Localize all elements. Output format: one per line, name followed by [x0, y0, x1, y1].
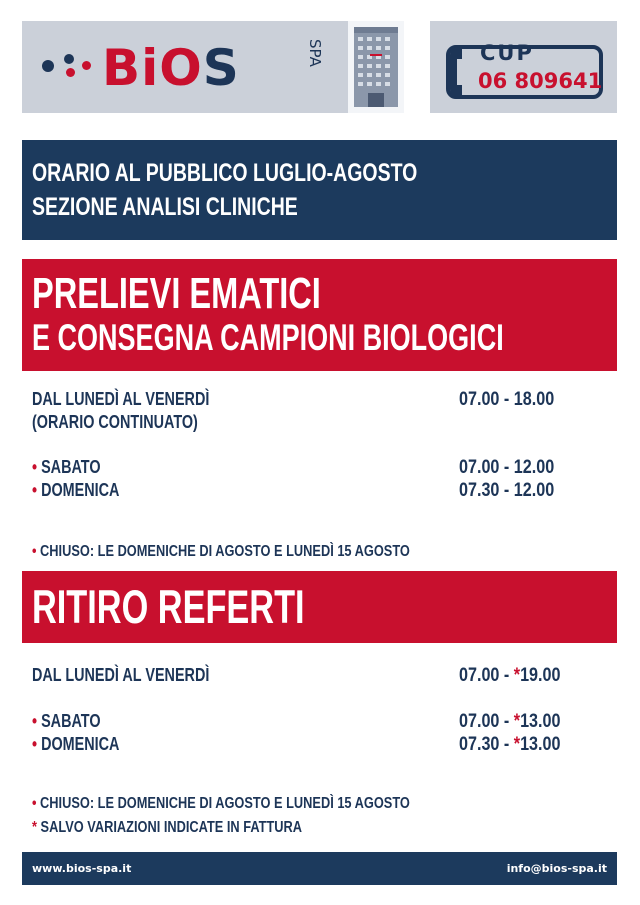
referti-sunday-row: • DOMENICA: [32, 734, 120, 754]
prelievi-sunday-row: • DOMENICA: [32, 480, 120, 500]
section-prelievi-heading-1: PRELIEVI EMATICI: [32, 269, 321, 318]
footer-email-link[interactable]: info@bios-spa.it: [506, 862, 607, 875]
cup-label: CUP: [480, 41, 534, 65]
referti-saturday-time: 07.00 - *13.00: [459, 711, 561, 732]
section-referti-heading: RITIRO REFERTI: [32, 580, 305, 633]
prelievi-weekday-note: (ORARIO CONTINUATO): [32, 412, 198, 432]
asterisk-icon: *: [32, 819, 37, 836]
asterisk-icon: *: [513, 734, 521, 755]
bios-logo: [22, 21, 348, 113]
prelievi-closed-note: • CHIUSO: LE DOMENICHE DI AGOSTO E LUNEDÌ 15 AGOSTO: [32, 543, 410, 560]
bullet-icon: •: [32, 795, 37, 812]
bullet-icon: •: [32, 711, 38, 731]
referti-weekday-label: DAL LUNEDÌ AL VENERDÌ: [32, 665, 210, 685]
logo-dots: [42, 51, 102, 81]
section-prelievi-banner: [22, 259, 617, 371]
logo-wordmark: BiOS: [102, 39, 240, 97]
referti-sunday-time: 07.30 - *13.00: [459, 734, 561, 755]
title-banner: [22, 140, 617, 240]
prelievi-saturday-row: • SABATO: [32, 457, 101, 477]
section-referti-banner: [22, 571, 617, 643]
title-line-1: ORARIO AL PUBBLICO LUGLIO-AGOSTO: [32, 159, 418, 187]
prelievi-saturday-time: 07.00 - 12.00: [459, 457, 555, 478]
referti-saturday-row: • SABATO: [32, 711, 101, 731]
prelievi-sunday-time: 07.30 - 12.00: [459, 480, 555, 501]
asterisk-icon: *: [513, 711, 521, 732]
referti-closed-note: • CHIUSO: LE DOMENICHE DI AGOSTO E LUNEDÌ 15 AGOSTO: [32, 795, 410, 812]
bullet-icon: •: [32, 734, 38, 754]
cup-phone-number: 06 809641: [478, 69, 603, 93]
building-icon: [348, 21, 404, 113]
asterisk-icon: *: [513, 665, 521, 686]
footer-website-link[interactable]: www.bios-spa.it: [32, 862, 132, 875]
section-prelievi-heading-2: E CONSEGNA CAMPIONI BIOLOGICI: [32, 317, 504, 358]
title-line-2: SEZIONE ANALISI CLINICHE: [32, 193, 298, 221]
referti-weekday-time: 07.00 - *19.00: [459, 665, 561, 686]
prelievi-weekday-time: 07.00 - 18.00: [459, 389, 555, 410]
cup-phone-box: [430, 21, 617, 113]
bullet-icon: •: [32, 543, 37, 560]
footer: [22, 852, 617, 885]
referti-variation-note: * SALVO VARIAZIONI INDICATE IN FATTURA: [32, 819, 303, 836]
logo-spa: SPA: [306, 39, 324, 67]
prelievi-weekday-label: DAL LUNEDÌ AL VENERDÌ: [32, 389, 210, 409]
bullet-icon: •: [32, 480, 38, 500]
bullet-icon: •: [32, 457, 38, 477]
phone-icon: [446, 41, 480, 103]
